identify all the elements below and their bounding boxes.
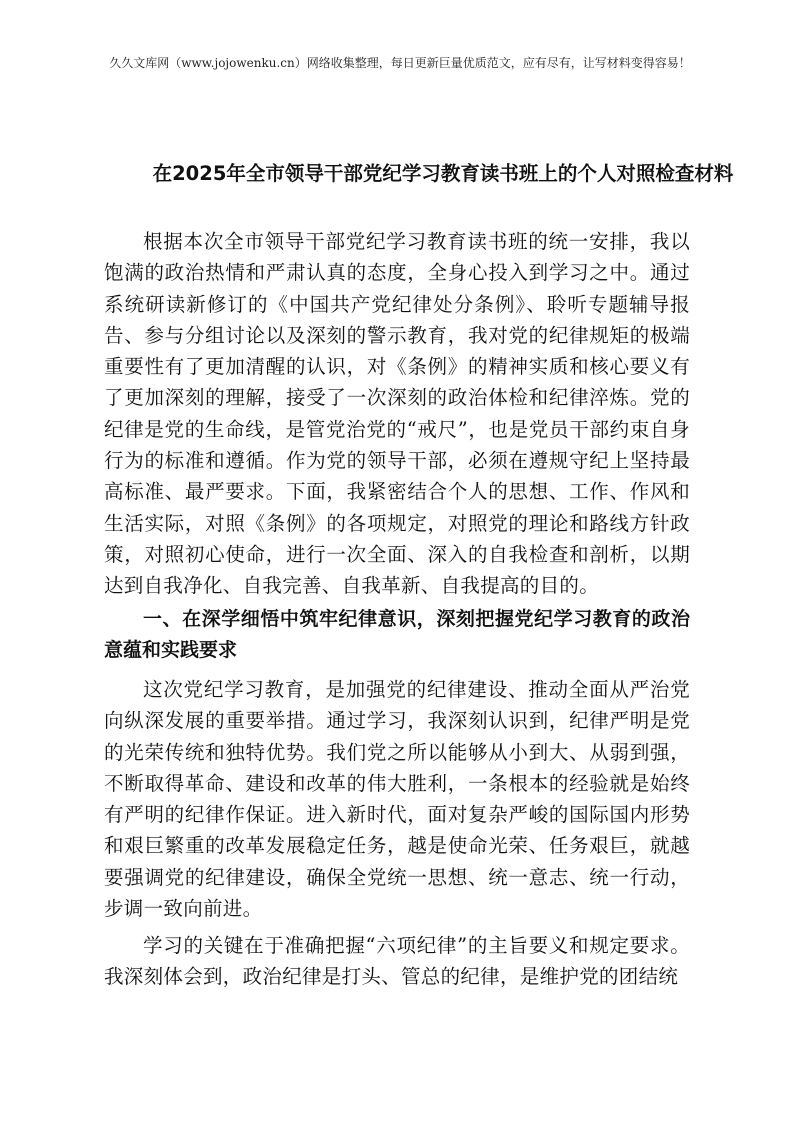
section-1-heading: 一、在深学细悟中筑牢纪律意识，深刻把握党纪学习教育的政治意蕴和实践要求 bbox=[104, 608, 690, 661]
document-title: 在2025年全市领导干部党纪学习教育读书班上的个人对照检查材料 bbox=[152, 162, 734, 185]
intro-paragraph: 根据本次全市领导干部党纪学习教育读书班的统一安排，我以饱满的政治热情和严肃认真的态度，全身心投入到学习之中。通过系统研读新修订的《中国共产党纪律处分条例》、聆听专题辅导报告、参与分组讨论以及深刻的警示教育，我对党的纪律规矩的极端重要性有了更加清醒的认识，对《条例》的精神实质和核心要义有了更加深刻的理解，接受了一次深刻的政治体检和纪律淬炼。党的纪律是党的生命线，是管党治党的“戒尺”，也是党员干部约束自身行为的标准和遵循。作为党的领导干部，必须在遵规守纪上坚持最高标准、最严要求。下面，我紧密结合个人的思想、工作、作风和生活实际，对照《条例》的各项规定，对照党的理论和路线方针政策，对照初心使命，进行一次全面、深入的自我检查和剖析，以期达到自我净化、自我完善、自我革新、自我提高的目的。 bbox=[104, 230, 690, 598]
header-note: 久久文库网（www.jojowenku.cn）网络收集整理，每日更新巨量优质范文，应有尽有，让写材料变得容易！ bbox=[109, 56, 691, 70]
section-1-paragraph-2: 学习的关键在于准确把握“六项纪律”的主旨要义和规定要求。我深刻体会到，政治纪律是打头、管总的纪律，是维护党的团结统 bbox=[104, 934, 690, 989]
section-1-paragraph-1: 这次党纪学习教育，是加强党的纪律建设、推动全面从严治党向纵深发展的重要举措。通过学习，我深刻认识到，纪律严明是党的光荣传统和独特优势。我们党之所以能够从小到大、从弱到强，不断取得革命、建设和改革的伟大胜利，一条根本的经验就是始终有严明的纪律作保证。进入新时代，面对复杂严峻的国际国内形势和艰巨繁重的改革发展稳定任务，越是使命光荣、任务艰巨，就越要强调党的纪律建设，确保全党统一思想、统一意志、统一行动，步调一致向前进。 bbox=[104, 678, 690, 921]
